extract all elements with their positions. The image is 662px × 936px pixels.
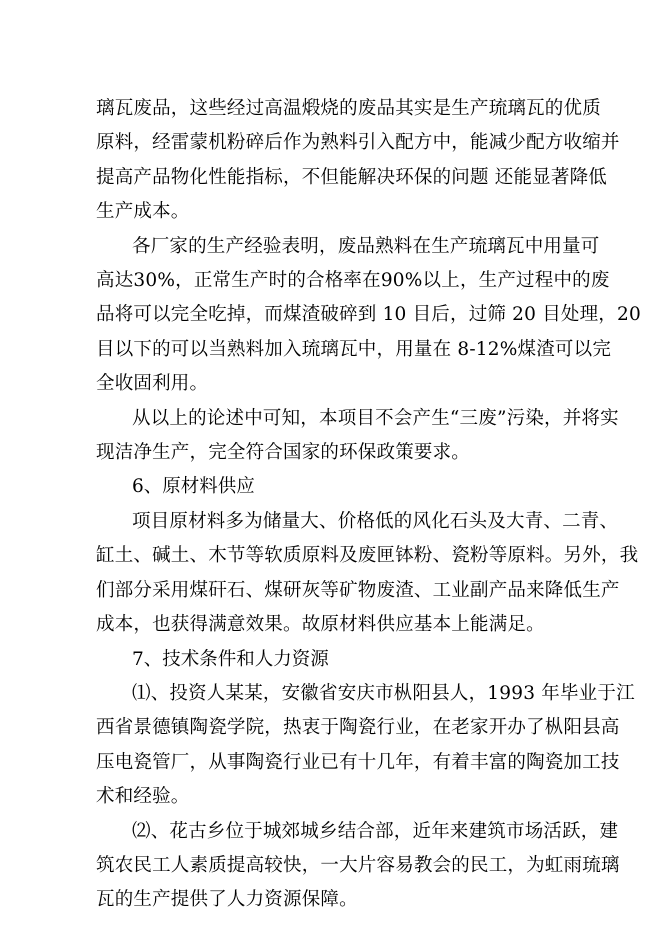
text-line: 全收固利用。 bbox=[96, 373, 209, 395]
text-line: 术和经验。 bbox=[96, 786, 190, 808]
text-line: ⑴、投资人某某，安徽省安庆市枞阳县人，1993 年毕业于江 bbox=[132, 682, 635, 704]
text-line: 目以下的可以当熟料加入琉璃瓦中，用量在 8-12%煤渣可以完 bbox=[96, 338, 612, 360]
text-line: 原料，经雷蒙机粉碎后作为熟料引入配方中，能减少配方收缩并 bbox=[96, 132, 620, 154]
text-line: 璃瓦废品，这些经过高温煅烧的废品其实是生产琉璃瓦的优质 bbox=[96, 98, 601, 119]
paragraph-raw-materials bbox=[96, 505, 639, 643]
text-line: 品将可以完全吃掉，而煤渣破碎到 10 目后，过筛 20 目处理，20 bbox=[96, 304, 641, 326]
paragraph-environmental-conclusion bbox=[96, 402, 619, 471]
text-line: 筑农民工人素质提高较快，一大片容易教会的民工，为虹雨琉璃 bbox=[96, 854, 620, 876]
text-line: 们部分采用煤矸石、煤研灰等矿物废渣、工业副产品来降低生产 bbox=[96, 579, 620, 601]
document-page bbox=[96, 92, 641, 918]
text-line: ⑵、花古乡位于城郊城乡结合部，近年来建筑市场活跃，建 bbox=[132, 820, 619, 842]
text-line: 高达30%，正常生产时的合格率在90%以上，生产过程中的废 bbox=[96, 270, 610, 292]
text-line: 各厂家的生产经验表明，废品熟料在生产琉璃瓦中用量可 bbox=[132, 235, 600, 257]
text-line: 从以上的论述中可知，本项目不会产生“三废”污染，并将实 bbox=[132, 407, 619, 429]
section-heading-raw-materials: 6、原材料供应 bbox=[132, 476, 255, 498]
text-line: 提高产品物化性能指标，不但能解决环保的问题 还能显著降低 bbox=[96, 166, 607, 188]
paragraph-investor bbox=[96, 677, 635, 815]
text-line: 西省景德镇陶瓷学院，热衷于陶瓷行业，在老家开办了枞阳县高 bbox=[96, 717, 620, 739]
text-line: 成本，也获得满意效果。故原材料供应基本上能满足。 bbox=[96, 614, 545, 636]
paragraph-production-experience bbox=[96, 230, 641, 402]
text-line: 生产成本。 bbox=[96, 201, 190, 223]
paragraph-labor-resources bbox=[96, 815, 620, 918]
text-line: 压电瓷管厂，从事陶瓷行业已有十几年，有着丰富的陶瓷加工技 bbox=[96, 751, 620, 773]
text-line: 项目原材料多为储量大、价格低的风化石头及大青、二青、 bbox=[132, 510, 619, 532]
text-line: 现洁净生产，完全符合国家的环保政策要求。 bbox=[96, 442, 471, 464]
text-line: 瓦的生产提供了人力资源保障。 bbox=[96, 889, 358, 911]
paragraph-waste-reuse bbox=[96, 92, 620, 230]
text-line: 缸土、碱土、木节等软质原料及废匣钵粉、瓷粉等原料。另外，我 bbox=[96, 545, 639, 567]
section-heading-tech-hr: 7、技术条件和人力资源 bbox=[132, 648, 329, 670]
